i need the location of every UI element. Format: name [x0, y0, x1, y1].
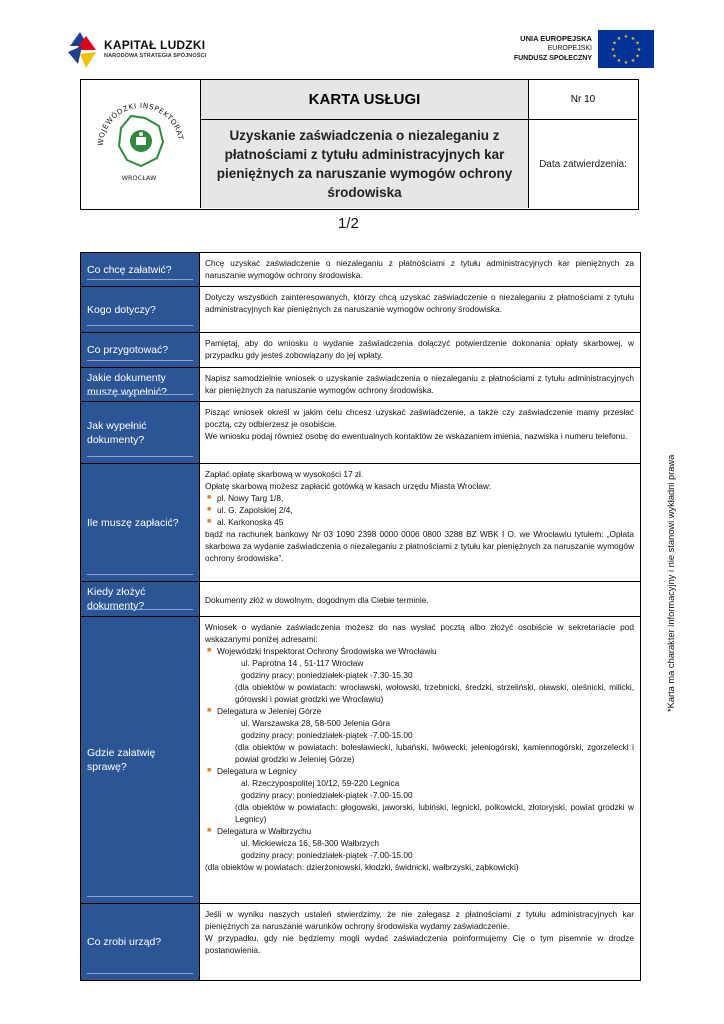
svg-text:★: ★ [610, 47, 616, 53]
eu-line3: FUNDUSZ SPOŁECZNY [513, 55, 592, 62]
table-row [81, 904, 640, 980]
approval-date-label: Data zatwierdzenia: [539, 158, 627, 170]
svg-text:★: ★ [630, 36, 636, 42]
eu-line1: UNIA EUROPEJSKA [520, 34, 592, 43]
svg-text:★: ★ [616, 58, 622, 64]
row-answer: Pisząc wniosek określ w jakim celu chcesz uzyskać zaświadczenie, a także czy zaświadczenie mamy przesłać pocztą, czy odbierzesz je osobiście. We wniosku podaj również osobę do ewentualnych kontaktów ze wskazaniem imienia, nazwiska i numeru telefonu. [205, 407, 634, 441]
wios-seal-icon [81, 80, 201, 208]
row-question: Ile muszę zapłacić? [81, 464, 200, 581]
row-question: Jak wypełnić dokumenty? [81, 402, 200, 463]
bullet-icon: ■ [207, 506, 212, 513]
kapital-ludzki-subtitle: NARODOWA STRATEGIA SPÓJNOŚCI [104, 53, 207, 59]
wios-seal [81, 80, 201, 208]
svg-text:★: ★ [630, 58, 636, 64]
list-item: ■ pl. Nowy Targ 1/8, [207, 493, 284, 503]
office-item: ■ Delegatura w Legnicy [207, 766, 297, 776]
table-row [81, 402, 640, 464]
seal-city: WROCŁAW [121, 174, 157, 182]
table-row [81, 464, 640, 582]
bullet-icon: ■ [207, 827, 212, 834]
table-row [81, 368, 640, 402]
svg-text:★: ★ [616, 36, 622, 42]
bullet-icon: ■ [207, 518, 212, 525]
table-row [81, 253, 640, 287]
svg-text:★: ★ [635, 40, 640, 47]
bullet-icon: ■ [207, 767, 212, 774]
row-question: Gdzie załatwię sprawę? [81, 617, 200, 903]
row-answer: Dotyczy wszystkich zainteresowanych, którzy chcą uzyskać zaświadczenie o niezaleganiu z płatnościami z tytułu administracyjnych kar pieniężnych za naruszanie wymogów ochrony środowiska. [205, 292, 634, 314]
svg-text:★: ★ [623, 60, 629, 66]
seal-text: WOJEWÓDZKI INSPEKTORAT [95, 100, 186, 147]
table-row [81, 582, 640, 617]
row-question: Co chcę załatwić? [81, 253, 200, 286]
office-item: ■ Delegatura w Jeleniej Górze [207, 706, 322, 716]
office-item: ■ Wojewódzki Inspektorat Ochrony Środowiska we Wrocławiu [207, 646, 437, 656]
table-row [81, 287, 640, 333]
list-item: ■ ul. G. Zapolskiej 2/4, [207, 505, 293, 515]
row-answer: Pamiętaj, aby do wniosku o wydanie zaświadczenia dołączyć potwierdzenie dokonania opłaty skarbowej, w przypadku gdy jesteś zobowiązany do jej wpłaty. [205, 338, 634, 360]
row-answer: Dokumenty złóż w dowolnym, dogodnym dla Ciebie terminie. [205, 594, 429, 605]
bullet-icon: ■ [207, 707, 212, 714]
svg-text:★: ★ [612, 53, 617, 60]
card-title: KARTA USŁUGI [201, 80, 529, 120]
row-answer: Zapłać opłatę skarbową w wysokości 17 zł. Opłatę skarbową możesz zapłacić gotówką w kasach urzędu Miasta Wrocław: ■ pl. Nowy Targ 1/8, ■ ul. G. Zapolskiej 2/4, ■ al. Karkonoska 45 bądź na rachunek bankowy Nr 03 1090 2398 0000 0006 0800 3288 BZ WBK I O. we Wrocławiu tytułem: „Opłata skarbowa za wydanie zaświadczenia o niezaleganiu z płatnościami z tytułu kar pieniężnych za naruszanie wymogów ochrony środowiska”. [205, 469, 634, 563]
svg-text:★: ★ [636, 47, 642, 53]
row-question: Kogo dotyczy? [81, 287, 200, 332]
eu-flag-icon [598, 30, 654, 68]
bullet-icon: ■ [207, 494, 212, 501]
row-answer: Napisz samodzielnie wniosek o uzyskanie zaświadczenia o niezaleganiu z płatnościami z tytułu administracyjnych kar pieniężnych za naruszanie wymogów ochrony środowiska. [205, 373, 634, 395]
page-number: 1/2 [338, 215, 359, 232]
kapital-ludzki-logo [66, 24, 216, 72]
svg-text:★: ★ [635, 53, 640, 60]
row-question: Jakie dokumenty muszę wypełnić? [81, 368, 200, 401]
row-question: Co przygotować? [81, 333, 200, 367]
eu-line2: EUROPEJSKI [547, 45, 592, 52]
card-number: Nr 10 [529, 80, 637, 120]
svg-text:★: ★ [623, 34, 629, 40]
service-card-header [80, 79, 639, 210]
bullet-icon: ■ [207, 647, 212, 654]
card-subject: Uzyskanie zaświadczenia o niezaleganiu z płatnościami z tytułu administracyjnych kar pieniężnych za naruszanie wymogów ochrony środowiska [201, 120, 529, 208]
svg-text:★: ★ [612, 40, 617, 47]
service-info-table [80, 252, 641, 981]
eu-logo [504, 30, 654, 70]
row-answer: Wniosek o wydanie zaświadczenia możesz do nas wysłać pocztą albo złożyć osobiście w sekretariacie pod wskazanymi poniżej adresami: ■ Wojewódzki Inspektorat Ochrony Środowiska we Wrocławiu ul. Paprotna 14 , 51-117 Wrocław godziny pracy: poniedziałek-piątek -7.30-15.30 (dla obiektów w powiatach: wrocławski, wołowski, trzebnicki, średzki, strzeliński, oławski, oleśnicki, milicki, górowski i powiat grodzki we Wrocławiu) ■ Delegatura w Jeleniej Górze ul. Warszawska 28, 58-500 Jelenia Góra godziny pracy: poniedziałek-piątek -7.00-15.00 (dla obiektów w powiatach: bolesławiecki, lubański, lwówecki, jeleniogórski, kamiennogórski, zgorzelecki i powiat grodzki w Jeleniej Górze) ■ Delegatura w Legnicy al. Rzeczypospolitej 10/12, 59-220 Legnica godziny pracy: poniedziałek-piątek -7.00-15.00 (dla obiektów w powiatach: głogowski, jaworski, lubiński, legnicki, polkowicki, złotoryjski, powiat grodzki w Legnicy) ■ Delegatura w Wałbrzychu ul. Mickiewicza 16, 58-300 Wałbrzych godziny pracy: poniedziałek-piątek -7.00-15.00 (dla obiektów w powiatach: dzierżoniowski, kłodzki, świdnicki, wałbrzyski, ząbkowicki) [205, 622, 634, 872]
side-disclaimer: *Karta ma charakter informacyjny i nie stanowi wykładni prawa [666, 454, 676, 712]
row-question: Kiedy złożyć dokumenty? [81, 582, 200, 616]
table-row [81, 617, 640, 904]
row-answer: Jeśli w wyniku naszych ustaleń stwierdzimy, że nie zalegasz z płatnościami z tytułu administracyjnych kar pieniężnych za naruszanie warunków ochrony środowiska wydamy zaświadczenie. W przypadku, gdy nie będziemy mogli wydać zaświadczenia poinformujemy Cię o tym pisemnie w drodze postanowienia. [205, 909, 634, 955]
kapital-ludzki-emblem-icon [66, 26, 100, 70]
row-answer: Chcę uzyskać zaświadczenie o niezaleganiu z płatnościami z tytułu administracyjnych kar pieniężnych za naruszanie wymogów ochrony środowiska. [205, 258, 634, 280]
kapital-ludzki-title: KAPITAŁ LUDZKI [104, 38, 206, 52]
row-question: Co zrobi urząd? [81, 904, 200, 980]
table-row [81, 333, 640, 368]
list-item: ■ al. Karkonoska 45 [207, 517, 284, 527]
office-item: ■ Delegatura w Wałbrzychu [207, 826, 312, 836]
